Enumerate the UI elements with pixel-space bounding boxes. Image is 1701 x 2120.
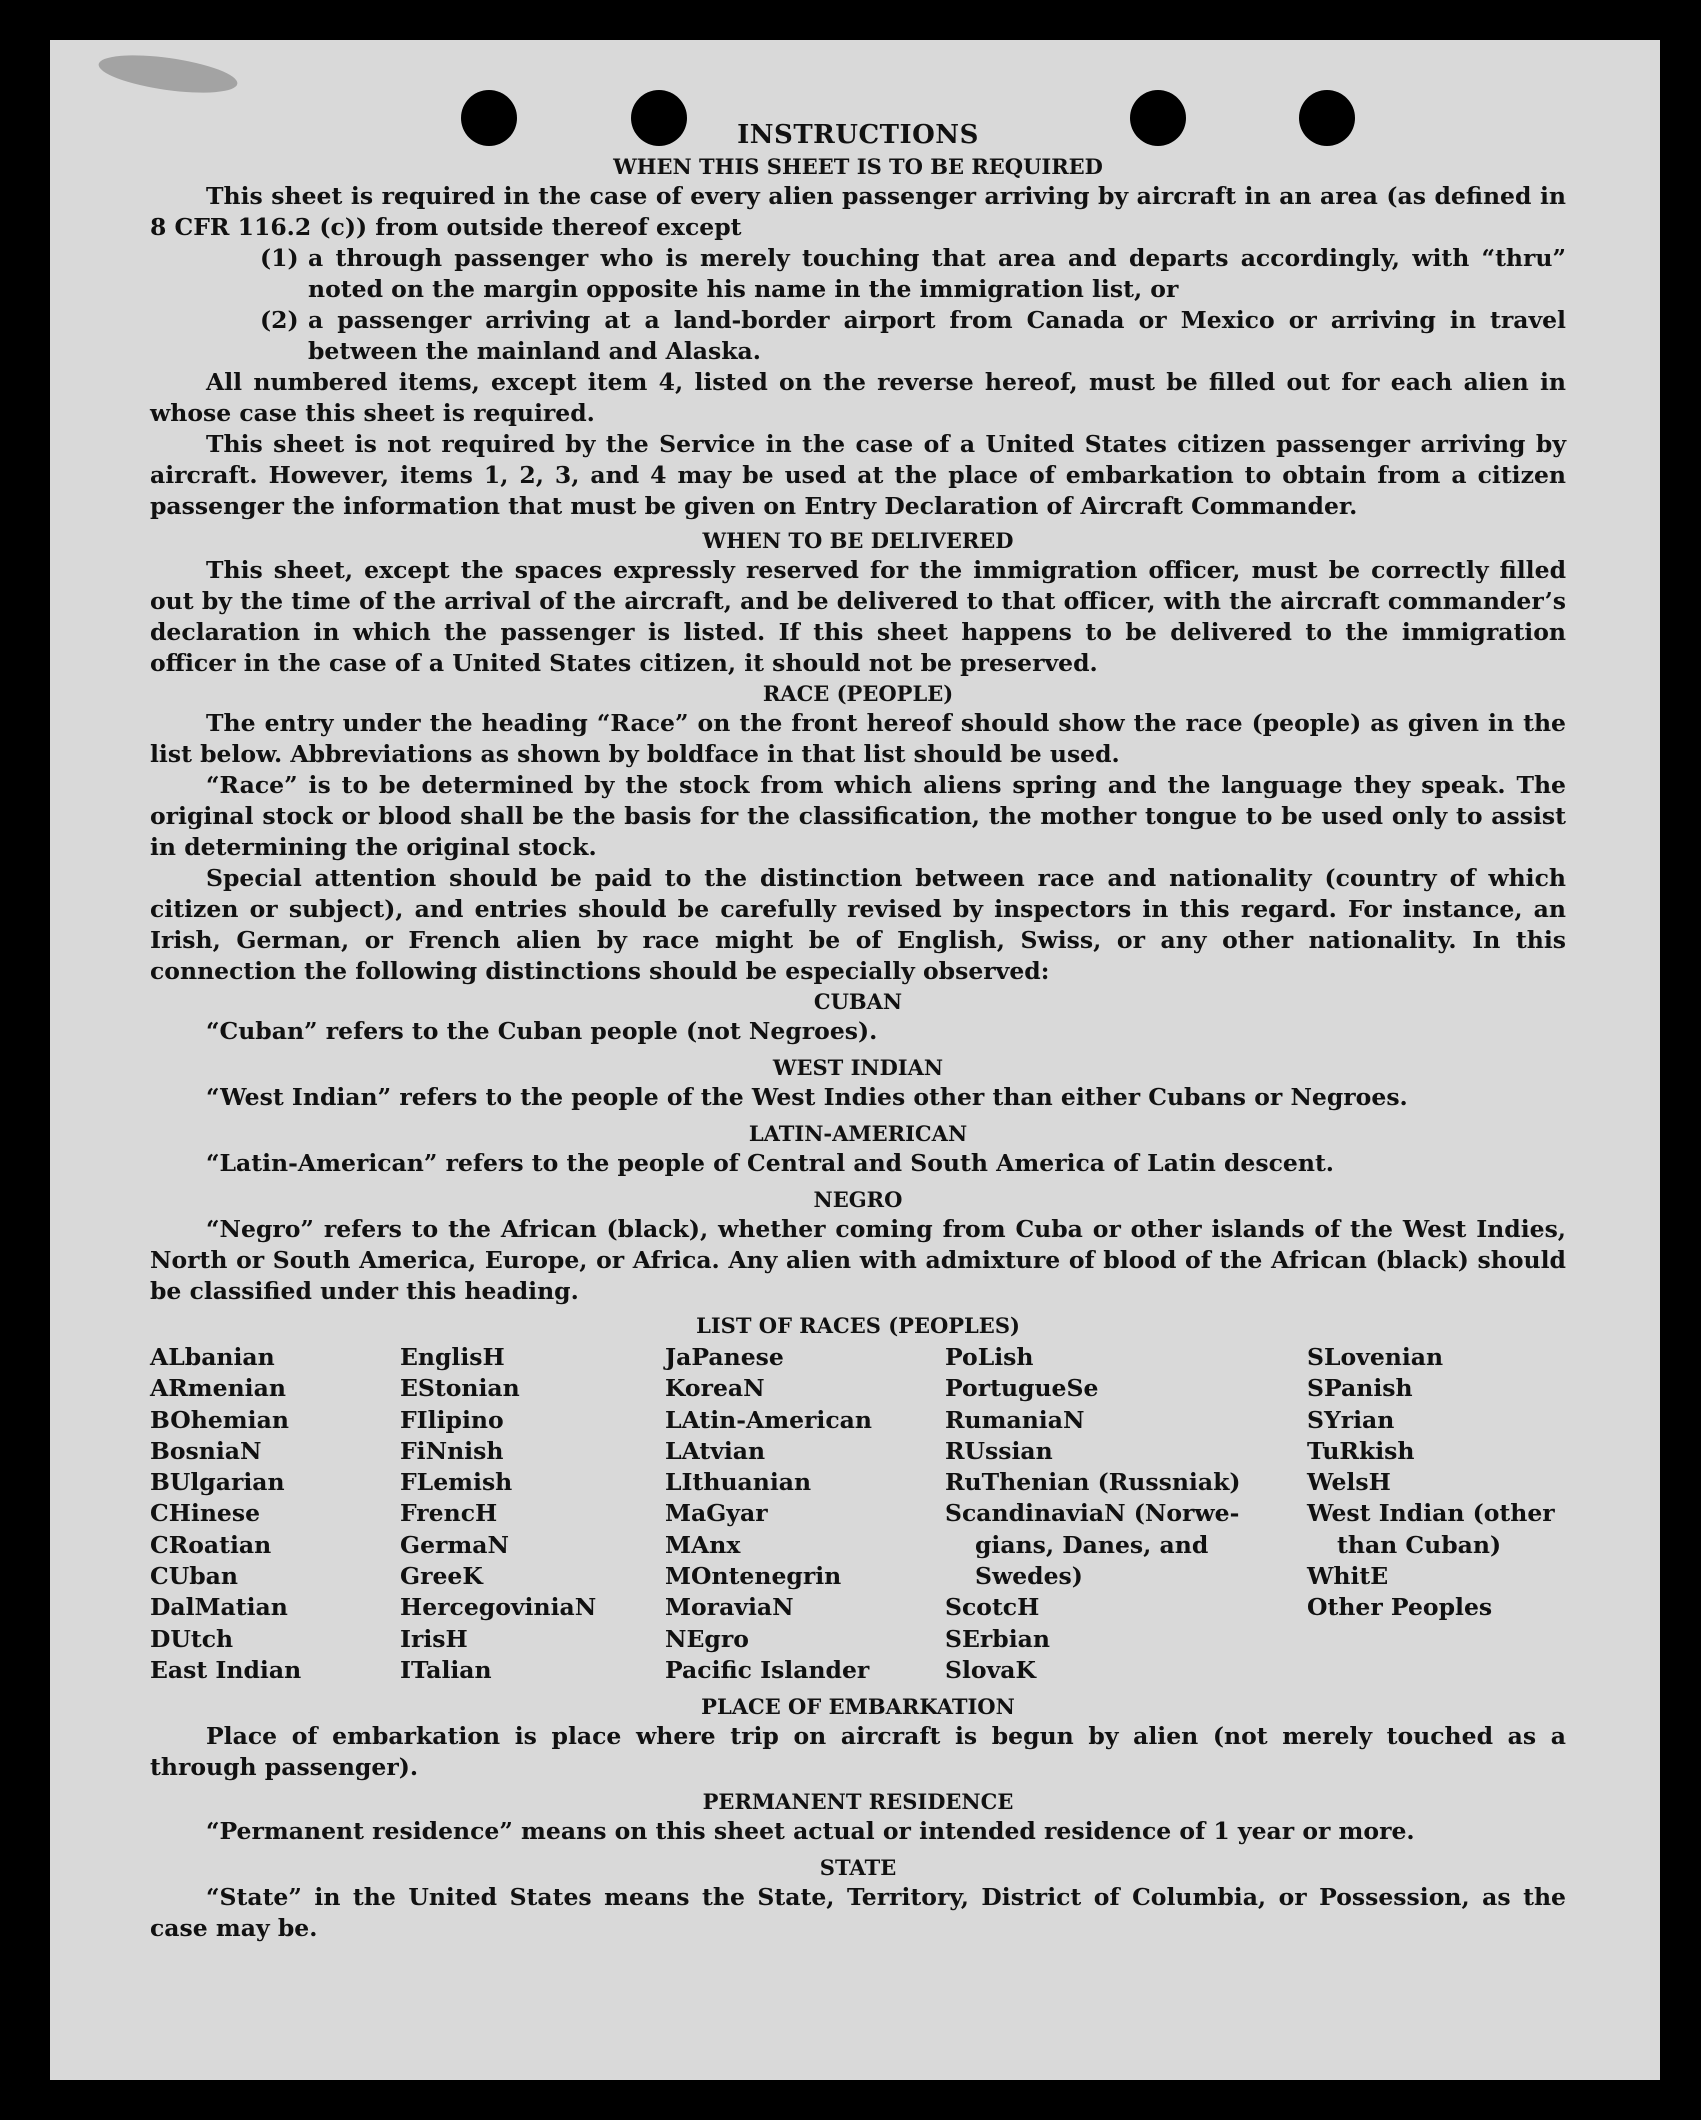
race-entry: PoLish [945, 1343, 1034, 1371]
section-heading-negro: NEGRO [813, 1187, 903, 1212]
race-paragraph-2: “Race” is to be determined by the stock from which aliens spring and the language they speak. The original stock or blood shall be the basis for the classification, the mother tongue to be used only to assist in determining the original stock. [150, 771, 1566, 861]
numbered-items-paragraph: All numbered items, except item 4, listed on the reverse hereof, must be filled out for each alien in whose case this sheet is required. [150, 368, 1566, 427]
race-entry: MaGyar [665, 1499, 768, 1528]
race-entry: NEgro [665, 1624, 749, 1653]
race-entry: KoreaN [665, 1374, 765, 1403]
race-entry: West Indian (other [1307, 1499, 1555, 1528]
race-entry: CHinese [150, 1499, 261, 1528]
section-heading-delivered: WHEN TO BE DELIVERED [702, 528, 1014, 553]
race-entry: RumaniaN [945, 1405, 1085, 1434]
race-entry: DUtch [150, 1624, 234, 1653]
race-entry: FiNnish [400, 1436, 504, 1465]
race-entry: SlovaK [945, 1655, 1036, 1684]
race-entry: DalMatian [150, 1593, 288, 1622]
race-entry: IrisH [400, 1624, 468, 1653]
citizen-paragraph: This sheet is not required by the Service in the case of a United States citizen passenger arriving by aircraft. However, items 1, 2, 3, and 4 may be used at the place of embarkation to obtain from a citizen passenger the information that must be given on Entry Declaration of Aircraft Commander. [150, 430, 1566, 520]
race-entry: ScandinaviaN (Norwe- [945, 1499, 1240, 1528]
race-entry: SPanish [1307, 1374, 1413, 1403]
race-entry: BosniaN [150, 1436, 262, 1465]
race-entry: Other Peoples [1307, 1593, 1493, 1622]
race-entry: GreeK [400, 1562, 483, 1591]
race-entry: ARmenian [150, 1374, 286, 1403]
section-heading-west-indian: WEST INDIAN [772, 1055, 944, 1080]
race-entry: WelsH [1307, 1468, 1391, 1497]
race-entry: EStonian [400, 1374, 520, 1403]
race-entry: Pacific Islander [665, 1655, 870, 1684]
race-entry: CUban [150, 1562, 238, 1591]
embarkation-paragraph: Place of embarkation is place where trip on aircraft is begun by alien (not merely touched as a through passenger). [150, 1722, 1566, 1782]
races-column [945, 1342, 1307, 1686]
race-entry: RuThenian (Russniak) [945, 1468, 1241, 1497]
negro-definition: “Negro” refers to the African (black), whether coming from Cuba or other islands of the West Indies, North or South America, Europe, or Africa. Any alien with admixture of blood of the African (black) should be classified under this heading. [150, 1215, 1566, 1305]
section-heading-embarkation: PLACE OF EMBARKATION [701, 1694, 1015, 1720]
races-column [1307, 1342, 1566, 1686]
race-entry: ALbanian [150, 1343, 275, 1371]
race-entry: FLemish [400, 1468, 513, 1497]
document-sheet [50, 40, 1660, 2080]
races-column [665, 1342, 945, 1686]
races-list [150, 1342, 1566, 1686]
race-paragraph-1: The entry under the heading “Race” on the front hereof should show the race (people) as given in the list below. Abbreviations as shown by boldface in that list should be used. [150, 709, 1566, 768]
section-heading-cuban: CUBAN [813, 989, 903, 1014]
race-entry: CRoatian [150, 1530, 272, 1559]
race-entry: GermaN [400, 1530, 509, 1559]
race-entry: SYrian [1307, 1405, 1395, 1434]
race-entry: ScotcH [945, 1593, 1040, 1622]
race-entry: BUlgarian [150, 1468, 285, 1497]
delivered-paragraph: This sheet, except the spaces expressly reserved for the immigration officer, must be correctly filled out by the time of the arrival of the aircraft, and be delivered to that officer, with the aircraft commander’s declaration in which the passenger is listed. If this sheet happens to be delivered to the immigration officer in the case of a United States citizen, it should not be preserved. [150, 556, 1566, 677]
race-entry: LAtin-American [665, 1405, 872, 1434]
cuban-definition: “Cuban” refers to the Cuban people (not Negroes). [206, 1017, 878, 1045]
required-paragraph: This sheet is required in the case of every alien passenger arriving by aircraft in an area (as defined in 8 CFR 116.2 (c)) from outside thereof except [150, 182, 1566, 241]
instructions-body [150, 120, 1566, 1944]
race-entry: MOntenegrin [665, 1562, 842, 1591]
race-entry-continuation: than Cuban) [1337, 1530, 1502, 1559]
race-entry: FrencH [400, 1499, 498, 1528]
section-heading-state: STATE [819, 1855, 897, 1881]
section-heading-list-of-races: LIST OF RACES (PEOPLES) [696, 1313, 1020, 1338]
section-heading-latin-american: LATIN-AMERICAN [748, 1121, 968, 1146]
race-entry: MAnx [665, 1530, 741, 1559]
race-entry: ITalian [400, 1655, 492, 1684]
section-heading-race: RACE (PEOPLE) [762, 681, 954, 706]
latin-american-definition: “Latin-American” refers to the people of Central and South America of Latin descent. [206, 1149, 1334, 1177]
race-entry: SErbian [945, 1624, 1050, 1653]
race-entry-continuation: Swedes) [975, 1562, 1083, 1591]
race-entry: HercegoviniaN [400, 1593, 597, 1622]
race-entry: FIlipino [400, 1405, 504, 1434]
race-entry: TuRkish [1307, 1436, 1415, 1465]
page-title: INSTRUCTIONS [737, 120, 979, 150]
exception-item: (1) a through passenger who is merely touching that area and departs accordingly, with “thru” noted on the margin opposite his name in the immigration list, or [260, 244, 1566, 303]
race-entry: JaPanese [665, 1343, 784, 1371]
section-heading-residence: PERMANENT RESIDENCE [702, 1789, 1014, 1815]
race-entry: SLovenian [1307, 1343, 1444, 1371]
race-entry: East Indian [150, 1655, 302, 1684]
races-column [150, 1342, 400, 1686]
race-paragraph-3: Special attention should be paid to the distinction between race and nationality (country of which citizen or subject), and entries should be carefully revised by inspectors in this regard. For instance, an Irish, German, or French alien by race might be of English, Swiss, or any other nationality. In this connection the following distinctions should be especially observed: [150, 864, 1566, 985]
race-entry: WhitE [1307, 1562, 1389, 1591]
race-entry-continuation: gians, Danes, and [975, 1530, 1209, 1559]
race-entry: RUssian [945, 1436, 1053, 1465]
residence-definition: “Permanent residence” means on this sheet actual or intended residence of 1 year or more. [206, 1817, 1415, 1846]
race-entry: PortugueSe [945, 1374, 1099, 1403]
race-entry: EnglisH [400, 1343, 505, 1371]
west-indian-definition: “West Indian” refers to the people of the West Indies other than either Cubans or Negroes. [206, 1083, 1408, 1111]
races-column [400, 1342, 665, 1686]
ink-stain [96, 48, 239, 99]
race-entry: LIthuanian [665, 1468, 812, 1497]
section-heading-required: WHEN THIS SHEET IS TO BE REQUIRED [613, 154, 1103, 179]
race-entry: BOhemian [150, 1405, 289, 1434]
race-entry: MoraviaN [665, 1593, 794, 1622]
state-paragraph: “State” in the United States means the State, Territory, District of Columbia, or Possession, as the case may be. [150, 1883, 1566, 1943]
exception-item: (2) a passenger arriving at a land-border airport from Canada or Mexico or arriving in travel between the mainland and Alaska. [260, 306, 1566, 365]
race-entry: LAtvian [665, 1436, 766, 1465]
